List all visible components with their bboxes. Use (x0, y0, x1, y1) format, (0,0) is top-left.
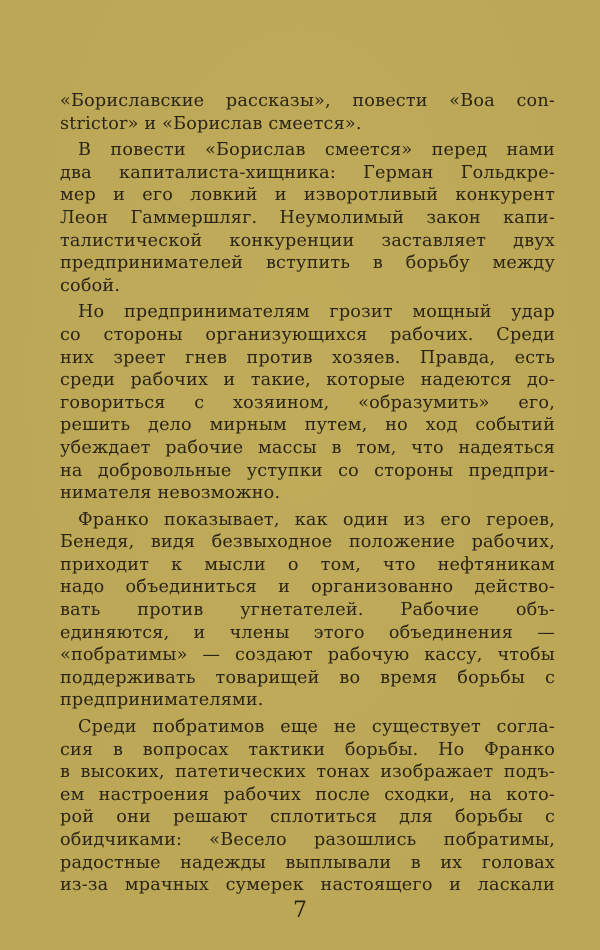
page-number: 7 (293, 898, 307, 923)
text-line: радостные надежды выплывали в их головах (60, 852, 555, 873)
text-line: вать против угнетателей. Рабочие объ- (60, 600, 555, 621)
text-line: два капиталиста-хищника: Герман Гольдкре- (60, 162, 555, 183)
text-line: ем настроения рабочих после сходки, на кото- (60, 784, 555, 805)
text-line: Франко показывает, как один из его героев, (78, 509, 555, 530)
text-line: Бенедя, видя безвыходное положение рабочих, (60, 532, 555, 553)
text-line: «Бориславские рассказы», повести «Boa con- (60, 91, 555, 111)
text-line: обидчиками: «Весело разошлись побратимы, (60, 830, 555, 850)
text-line: надо объединиться и организованно действо- (60, 577, 555, 598)
text-line: предпринимателями. (60, 690, 264, 711)
text-line: Леон Гаммершляг. Неумолимый закон капи- (60, 207, 555, 228)
text-line: убеждает рабочие массы в том, что надеяться (60, 437, 555, 458)
text-line: Но предпринимателям грозит мощный удар (78, 302, 555, 323)
text-line: талистической конкуренции заставляет двух (60, 230, 555, 251)
text-line: среди рабочих и такие, которые надеются до- (60, 370, 555, 391)
text-line: нимателя невозможно. (60, 483, 281, 504)
text-line: поддерживать товарищей во время борьбы с (60, 667, 555, 688)
text-line: решить дело мирным путем, но ход событий (60, 415, 555, 436)
text-line: strictor» и «Борислав смеется». (60, 113, 362, 134)
text-line: сия в вопросах тактики борьбы. Но Франко (60, 739, 555, 760)
text-line: приходит к мысли о том, что нефтяникам (60, 554, 555, 575)
text-line: собой. (60, 275, 121, 296)
text-line: предпринимателей вступить в борьбу между (60, 253, 555, 274)
text-line: из-за мрачных сумерек настоящего и ласкали (60, 875, 555, 896)
body-text (60, 90, 555, 897)
text-line: мер и его ловкий и изворотливый конкурент (60, 185, 555, 206)
text-line: со стороны организующихся рабочих. Среди (60, 324, 555, 345)
text-line: «побратимы» — создают рабочую кассу, чтобы (60, 645, 555, 666)
text-line: говориться с хозяином, «образумить» его, (60, 392, 555, 413)
text-line: Среди побратимов еще не существует согла- (78, 717, 555, 738)
text-line: рой они решают сплотиться для борьбы с (60, 807, 555, 828)
text-line: в высоких, патетических тонах изображает подъ- (60, 762, 555, 783)
text-line: единяются, и члены этого объединения — (60, 622, 555, 643)
text-line: В повести «Борислав смеется» перед нами (78, 140, 555, 161)
text-line: на добровольные уступки со стороны предпри- (60, 460, 555, 481)
text-line: них зреет гнев против хозяев. Правда, есть (60, 347, 555, 368)
